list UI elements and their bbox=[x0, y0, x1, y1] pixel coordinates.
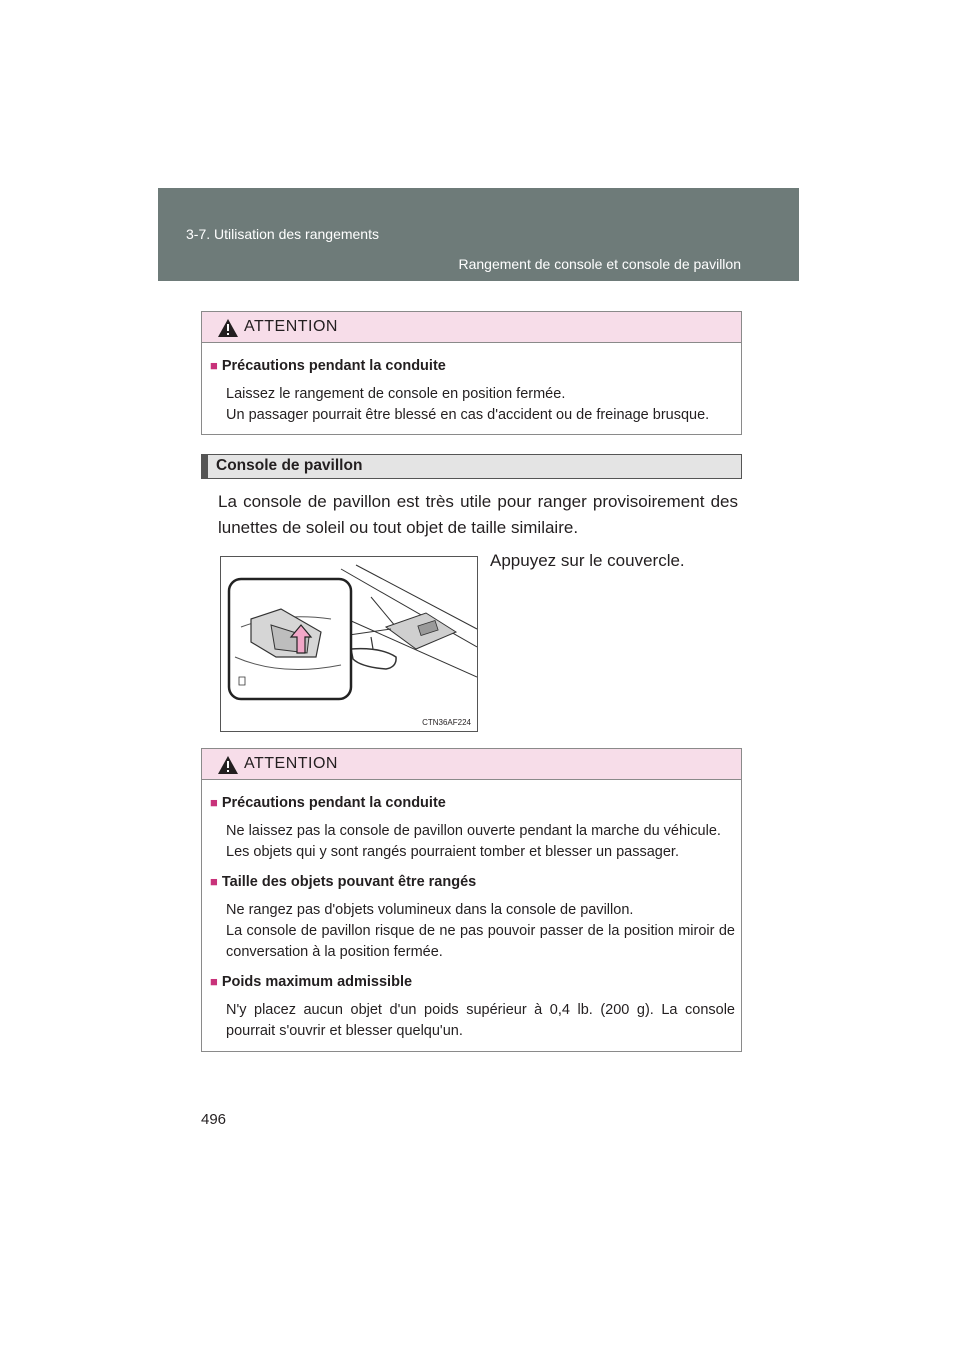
figure-code: CTN36AF224 bbox=[422, 718, 471, 727]
warning-title: ATTENTION bbox=[244, 318, 338, 335]
warning-header bbox=[202, 749, 741, 780]
warning-item-title: ■ Précautions pendant la conduite bbox=[210, 795, 446, 811]
warning-header bbox=[202, 312, 741, 343]
warning-item-title: ■ Poids maximum admissible bbox=[210, 974, 413, 990]
warning-item-text: Laissez le rangement de console en position fermée. Un passager pourrait être blessé en cas d'accident ou de freinage brusque. bbox=[226, 386, 710, 423]
warning-title: ATTENTION bbox=[244, 755, 338, 772]
warning-triangle-icon bbox=[217, 755, 239, 775]
section-heading bbox=[201, 454, 742, 479]
warning-item-title: ■ Taille des objets pouvant être rangés bbox=[210, 874, 477, 890]
section-title: Console de pavillon bbox=[216, 457, 363, 474]
intro-paragraph: La console de pavillon est très utile pour ranger provisoirement des lunettes de soleil ou tout objet de taille similaire. bbox=[218, 492, 738, 537]
warning-item-text: Ne rangez pas d'objets volumineux dans la console de pavillon. La console de pavillon risque de ne pas pouvoir passer de la position miroir de conversation à la position fermée. bbox=[226, 902, 735, 960]
square-bullet-icon: ■ bbox=[210, 874, 218, 889]
square-bullet-icon: ■ bbox=[210, 358, 218, 373]
chapter-title: 3-7. Utilisation des rangements bbox=[186, 226, 379, 242]
warning-triangle-icon bbox=[217, 318, 239, 338]
warning-box-2 bbox=[201, 748, 742, 1052]
warning-box-1 bbox=[201, 311, 742, 435]
overhead-console-illustration bbox=[220, 556, 478, 732]
square-bullet-icon: ■ bbox=[210, 974, 218, 989]
page-number: 496 bbox=[201, 1111, 227, 1128]
instruction-text: Appuyez sur le couvercle. bbox=[490, 551, 685, 570]
overhead-console-drawing bbox=[221, 557, 477, 731]
warning-item-title: ■ Précautions pendant la conduite bbox=[210, 358, 446, 374]
page-subtitle: Rangement de console et console de pavillon bbox=[458, 256, 741, 272]
warning-item-text: Ne laissez pas la console de pavillon ouverte pendant la marche du véhicule. Les objets qui y sont rangés pourraient tomber et blesser un passager. bbox=[226, 823, 721, 860]
warning-item-text: N'y placez aucun objet d'un poids supérieur à 0,4 lb. (200 g). La console pourrait s'ouvrir et blesser quelqu'un. bbox=[226, 1002, 735, 1039]
square-bullet-icon: ■ bbox=[210, 795, 218, 810]
page-header bbox=[158, 188, 799, 281]
